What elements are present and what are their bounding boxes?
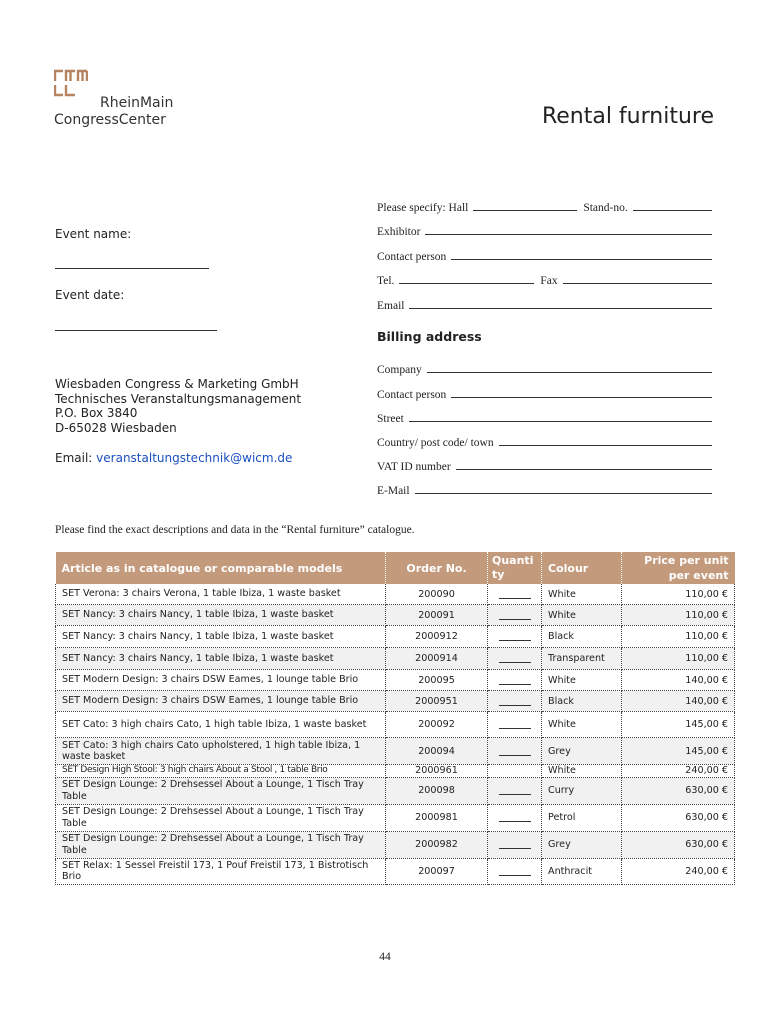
table-row	[56, 765, 735, 778]
row-colour: White	[542, 765, 622, 778]
tel-label: Tel.	[377, 275, 395, 287]
table-row	[56, 584, 735, 605]
billing-contact-field[interactable]	[451, 397, 712, 398]
stand-field[interactable]	[633, 210, 712, 211]
billing-email-row	[377, 483, 712, 497]
billing-email-field[interactable]	[415, 493, 712, 494]
exhibitor-label: Exhibitor	[377, 226, 421, 238]
table-row	[56, 831, 735, 858]
event-date-line[interactable]	[55, 330, 217, 331]
contact-field[interactable]	[451, 259, 712, 260]
row-article: SET Verona: 3 chairs Verona, 1 table Ibiza, 1 waste basket	[56, 584, 386, 605]
street-label: Street	[377, 413, 404, 425]
hall-field[interactable]	[473, 210, 577, 211]
row-order-no: 200097	[386, 858, 488, 884]
row-order-no: 2000961	[386, 765, 488, 778]
vat-field[interactable]	[456, 469, 712, 470]
row-article: SET Nancy: 3 chairs Nancy, 1 table Ibiza, 1 waste basket	[56, 605, 386, 626]
row-quantity[interactable]	[488, 712, 542, 738]
email-row	[377, 298, 712, 312]
row-colour: Black	[542, 691, 622, 712]
row-quantity[interactable]	[488, 626, 542, 648]
row-price: 145,00 €	[622, 738, 735, 765]
header-order-no: Order No.	[386, 552, 488, 584]
company-label: Company	[377, 364, 422, 376]
country-label: Country/ post code/ town	[377, 437, 494, 449]
row-quantity[interactable]	[488, 584, 542, 605]
quantity-input-line[interactable]	[499, 820, 531, 822]
row-order-no: 2000981	[386, 804, 488, 831]
address-line-1: Wiesbaden Congress & Marketing GmbH	[55, 377, 299, 391]
header-quantity: Quantity	[488, 552, 542, 584]
row-order-no: 2000982	[386, 831, 488, 858]
row-order-no: 200094	[386, 738, 488, 765]
exhibitor-field[interactable]	[425, 234, 712, 235]
row-article: SET Nancy: 3 chairs Nancy, 1 table Ibiza, 1 waste basket	[56, 626, 386, 648]
row-price: 240,00 €	[622, 858, 735, 884]
row-article: SET Relax: 1 Sessel Freistil 173, 1 Pouf Freistil 173, 1 Bistrotisch Brio	[56, 858, 386, 884]
address-line-2: Technisches Veranstaltungsmanagement	[55, 391, 302, 406]
fax-label: Fax	[540, 275, 558, 287]
row-colour: Transparent	[542, 648, 622, 670]
row-price: 140,00 €	[622, 670, 735, 691]
event-date-label: Event date:	[55, 288, 125, 302]
event-name-line[interactable]	[55, 268, 209, 269]
hall-stand-row	[377, 200, 712, 214]
page-number: 44	[379, 951, 391, 963]
row-price: 145,00 €	[622, 712, 735, 738]
catalogue-note: Please find the exact descriptions and data in the “Rental furniture” catalogue.	[55, 524, 415, 536]
row-price: 110,00 €	[622, 605, 735, 626]
organizer-address	[55, 377, 301, 466]
row-quantity[interactable]	[488, 765, 542, 778]
row-article: SET Modern Design: 3 chairs DSW Eames, 1 lounge table Brio	[56, 691, 386, 712]
row-article: SET Modern Design: 3 chairs DSW Eames, 1 lounge table Brio	[56, 670, 386, 691]
address-line-3: P.O. Box 3840	[55, 406, 138, 420]
country-row	[377, 435, 712, 449]
street-field[interactable]	[409, 421, 712, 422]
header-colour: Colour	[542, 552, 622, 584]
row-article: SET Design High Stool: 3 high chairs About a Stool , 1 table Brio	[56, 765, 386, 778]
row-article: SET Design Lounge: 2 Drehsessel About a Lounge, 1 Tisch Tray Table	[56, 831, 386, 858]
table-row	[56, 691, 735, 712]
table-row	[56, 777, 735, 804]
table-header-row	[56, 552, 735, 584]
row-colour: Grey	[542, 738, 622, 765]
row-colour: Anthracit	[542, 858, 622, 884]
quantity-input-line[interactable]	[499, 754, 531, 756]
rental-furniture-table	[55, 552, 735, 885]
row-article: SET Cato: 3 high chairs Cato, 1 high table Ibiza, 1 waste basket	[56, 712, 386, 738]
table-row	[56, 626, 735, 648]
row-quantity[interactable]	[488, 648, 542, 670]
row-quantity[interactable]	[488, 738, 542, 765]
quantity-input-line[interactable]	[499, 874, 531, 876]
quantity-input-line[interactable]	[499, 597, 531, 599]
logo-line-1: RheinMain	[100, 95, 174, 111]
quantity-input-line[interactable]	[499, 793, 531, 795]
logo-wordmark	[54, 95, 173, 129]
row-quantity[interactable]	[488, 670, 542, 691]
email-field[interactable]	[409, 308, 712, 309]
street-row	[377, 411, 712, 425]
organizer-email-link[interactable]: veranstaltungstechnik@wicm.de	[96, 451, 293, 465]
event-name-label: Event name:	[55, 227, 132, 241]
hall-label: Please specify: Hall	[377, 202, 469, 214]
row-colour: Petrol	[542, 804, 622, 831]
row-order-no: 200095	[386, 670, 488, 691]
quantity-input-line[interactable]	[499, 727, 531, 729]
fax-field[interactable]	[563, 283, 712, 284]
quantity-input-line[interactable]	[499, 847, 531, 849]
quantity-input-line[interactable]	[499, 618, 531, 620]
vat-label: VAT ID number	[377, 461, 451, 473]
row-quantity[interactable]	[488, 777, 542, 804]
tel-field[interactable]	[399, 283, 534, 284]
row-quantity[interactable]	[488, 804, 542, 831]
email-label: Email	[377, 300, 405, 312]
logo-line-2: CongressCenter	[54, 112, 166, 128]
row-quantity[interactable]	[488, 691, 542, 712]
row-order-no: 2000914	[386, 648, 488, 670]
row-price: 240,00 €	[622, 765, 735, 778]
table-row	[56, 858, 735, 884]
page-title: Rental furniture	[541, 104, 714, 129]
contact-row	[377, 249, 712, 263]
quantity-input-line[interactable]	[499, 661, 531, 663]
row-price: 630,00 €	[622, 831, 735, 858]
organizer-email-row	[55, 451, 301, 466]
header-article: Article as in catalogue or comparable models	[56, 552, 386, 584]
row-price: 630,00 €	[622, 804, 735, 831]
row-colour: Grey	[542, 831, 622, 858]
row-order-no: 200091	[386, 605, 488, 626]
table-row	[56, 670, 735, 691]
row-colour: Curry	[542, 777, 622, 804]
quantity-input-line[interactable]	[499, 683, 531, 685]
row-colour: White	[542, 584, 622, 605]
country-field[interactable]	[499, 445, 712, 446]
billing-heading: Billing address	[377, 329, 482, 344]
row-colour: Black	[542, 626, 622, 648]
row-article: SET Design Lounge: 2 Drehsessel About a Lounge, 1 Tisch Tray Table	[56, 777, 386, 804]
table-row	[56, 712, 735, 738]
rheinmain-logo-mark-icon	[54, 69, 88, 97]
row-colour: White	[542, 670, 622, 691]
row-quantity[interactable]	[488, 605, 542, 626]
row-quantity[interactable]	[488, 831, 542, 858]
organizer-email-label: Email:	[55, 451, 93, 465]
company-row	[377, 362, 712, 376]
row-colour: White	[542, 605, 622, 626]
exhibitor-row	[377, 224, 712, 238]
row-price: 110,00 €	[622, 626, 735, 648]
row-article: SET Design Lounge: 2 Drehsessel About a Lounge, 1 Tisch Tray Table	[56, 804, 386, 831]
row-price: 630,00 €	[622, 777, 735, 804]
billing-contact-row	[377, 387, 712, 401]
row-order-no: 2000951	[386, 691, 488, 712]
row-order-no: 200098	[386, 777, 488, 804]
table-row	[56, 804, 735, 831]
row-price: 110,00 €	[622, 648, 735, 670]
table-row	[56, 648, 735, 670]
header-price: Price per unit per event	[622, 552, 735, 584]
vat-row	[377, 459, 712, 473]
row-article: SET Nancy: 3 chairs Nancy, 1 table Ibiza, 1 waste basket	[56, 648, 386, 670]
tel-fax-row	[377, 273, 712, 287]
row-order-no: 200090	[386, 584, 488, 605]
contact-label: Contact person	[377, 251, 447, 263]
row-quantity[interactable]	[488, 858, 542, 884]
row-order-no: 200092	[386, 712, 488, 738]
billing-email-label: E-Mail	[377, 485, 410, 497]
row-order-no: 2000912	[386, 626, 488, 648]
address-line-4: D-65028 Wiesbaden	[55, 420, 177, 435]
quantity-input-line[interactable]	[499, 704, 531, 706]
table-row	[56, 738, 735, 765]
billing-contact-label: Contact person	[377, 389, 447, 401]
row-price: 110,00 €	[622, 584, 735, 605]
row-price: 140,00 €	[622, 691, 735, 712]
quantity-input-line[interactable]	[499, 639, 531, 641]
row-colour: White	[542, 712, 622, 738]
table-row	[56, 605, 735, 626]
row-article: SET Cato: 3 high chairs Cato upholstered, 1 high table Ibiza, 1 waste basket	[56, 738, 386, 765]
company-field[interactable]	[427, 372, 712, 373]
stand-label: Stand-no.	[583, 202, 628, 214]
